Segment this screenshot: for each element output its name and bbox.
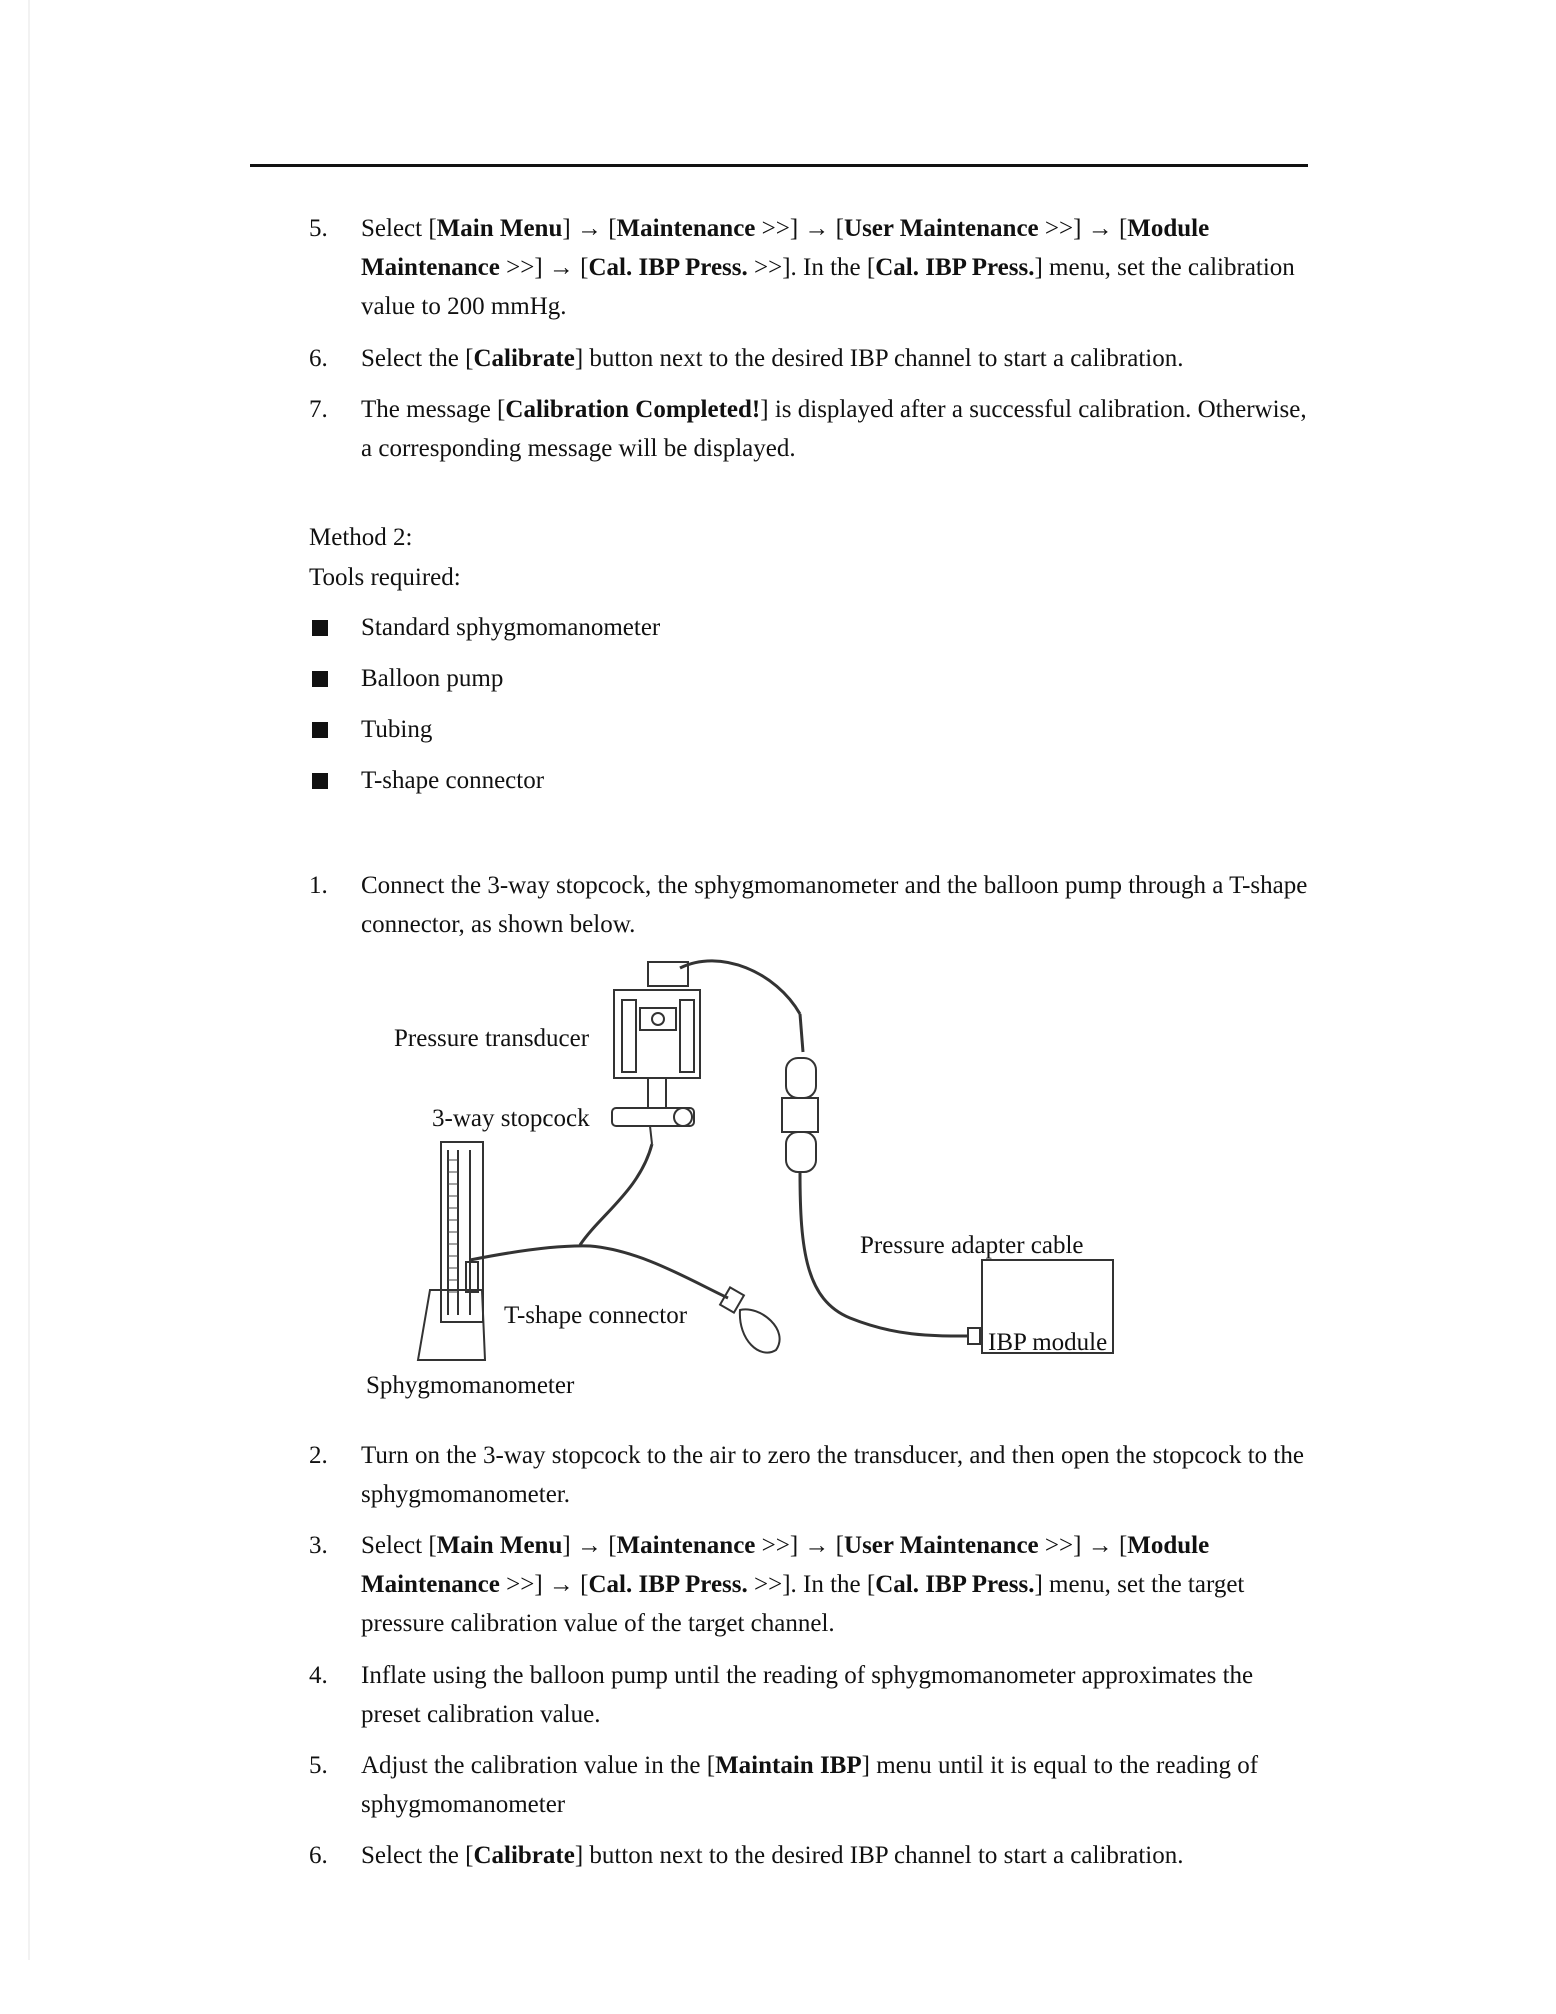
- bold-term: Module Maintenance: [361, 215, 1210, 281]
- bold-term: Cal. IBP Press.: [875, 1571, 1035, 1598]
- text-run: >>] → [: [499, 1571, 589, 1598]
- text-run: >>]. In the [: [747, 254, 876, 281]
- bold-term: Cal. IBP Press.: [588, 1571, 748, 1598]
- text-run: Connect the 3-way stopcock, the sphygmomanometer and the balloon pump through a T-shape connector, as shown below.: [361, 872, 1308, 938]
- bold-term: Cal. IBP Press.: [875, 254, 1035, 281]
- bold-term: Calibrate: [473, 345, 575, 372]
- step-text: [361, 1836, 1311, 1875]
- step-item: [309, 866, 1309, 946]
- method-label: Method 2:: [309, 524, 413, 551]
- text-run: >>] → [: [499, 254, 589, 281]
- step-item: [309, 390, 1309, 470]
- step-item: [309, 1836, 1309, 1876]
- step-item: [309, 1526, 1309, 1646]
- step-item: [309, 1746, 1309, 1826]
- bold-term: Cal. IBP Press.: [588, 254, 748, 281]
- step-item: [309, 1656, 1309, 1736]
- bold-term: Maintenance: [616, 1532, 756, 1559]
- text-run: ] button next to the desired IBP channel to start a calibration.: [574, 345, 1184, 372]
- step-text: [361, 390, 1311, 468]
- bullet-square-icon: [312, 671, 328, 687]
- label-ibp-module: IBP module: [988, 1329, 1108, 1356]
- pressure-transducer-icon: [614, 962, 700, 1108]
- tool-label: Standard sphygmomanometer: [361, 614, 661, 641]
- bold-term: Maintain IBP: [715, 1752, 862, 1779]
- step-item: [309, 209, 1309, 329]
- bold-term: Main Menu: [436, 215, 563, 242]
- step-text: [361, 209, 1311, 326]
- bold-term: User Maintenance: [844, 1532, 1039, 1559]
- step-number: 7.: [309, 396, 328, 423]
- tools-label: Tools required:: [309, 564, 461, 591]
- step-number: 6.: [309, 1842, 328, 1869]
- stopcock-icon: [612, 1108, 694, 1144]
- text-run: >>]. In the [: [747, 1571, 876, 1598]
- step-text: [361, 866, 1311, 944]
- text-run: ] is displayed after a successful calibration. Otherwise, a corresponding message will be displayed.: [361, 396, 1307, 462]
- step-number: 5.: [309, 1752, 328, 1779]
- step-text: [361, 1656, 1311, 1734]
- text-run: Turn on the 3-way stopcock to the air to zero the transducer, and then open the stopcock to the sphygmomanometer.: [361, 1442, 1304, 1508]
- tool-label: T-shape connector: [361, 767, 545, 794]
- text-run: Select the [: [361, 1842, 474, 1869]
- bold-term: Calibration Completed!: [505, 396, 761, 423]
- step-item: [309, 339, 1309, 379]
- text-run: ] → [: [562, 215, 617, 242]
- text-run: >>] → [: [755, 215, 845, 242]
- step-number: 6.: [309, 345, 328, 372]
- step-text: [361, 339, 1311, 378]
- label-pressure-adapter-cable: Pressure adapter cable: [860, 1232, 1084, 1259]
- text-run: ] button next to the desired IBP channel to start a calibration.: [574, 1842, 1184, 1869]
- text-run: >>] → [: [755, 1532, 845, 1559]
- step-number: 5.: [309, 215, 328, 242]
- label-pressure-transducer: Pressure transducer: [394, 1025, 590, 1052]
- header-rule: [250, 164, 1308, 167]
- bold-term: User Maintenance: [844, 215, 1039, 242]
- text-run: Adjust the calibration value in the [: [361, 1752, 716, 1779]
- label-sphygmomanometer: Sphygmomanometer: [366, 1372, 575, 1399]
- step-item: [309, 1436, 1309, 1516]
- bold-term: Main Menu: [436, 1532, 563, 1559]
- text-run: ] menu, set the calibration value to 200 mmHg.: [361, 254, 1295, 320]
- page-edge: [28, 0, 30, 1960]
- bullet-square-icon: [312, 620, 328, 636]
- text-run: Select [: [361, 215, 437, 242]
- step-text: [361, 1746, 1311, 1824]
- label-t-shape-connector: T-shape connector: [504, 1302, 688, 1329]
- text-run: ] menu until it is equal to the reading of sphygmomanometer: [361, 1752, 1259, 1818]
- tool-label: Balloon pump: [361, 665, 504, 692]
- step-number: 1.: [309, 872, 328, 899]
- text-run: Select [: [361, 1532, 437, 1559]
- step-text: [361, 1436, 1311, 1514]
- cable-connector-icon: [782, 1058, 818, 1172]
- text-run: ] menu, set the target pressure calibration value of the target channel.: [361, 1571, 1245, 1637]
- text-run: ] → [: [562, 1532, 617, 1559]
- text-run: Select the [: [361, 345, 474, 372]
- tool-label: Tubing: [361, 716, 433, 743]
- text-run: >>] → [: [1038, 215, 1128, 242]
- text-run: Inflate using the balloon pump until the reading of sphygmomanometer approximates the preset calibration value.: [361, 1662, 1254, 1728]
- step-number: 4.: [309, 1662, 328, 1689]
- step-number: 3.: [309, 1532, 328, 1559]
- bullet-square-icon: [312, 773, 328, 789]
- text-run: The message [: [361, 396, 506, 423]
- step-text: [361, 1526, 1311, 1643]
- bold-term: Calibrate: [473, 1842, 575, 1869]
- step-number: 2.: [309, 1442, 328, 1469]
- bold-term: Module Maintenance: [361, 1532, 1210, 1598]
- label-stopcock: 3-way stopcock: [432, 1105, 590, 1132]
- bullet-square-icon: [312, 722, 328, 738]
- balloon-pump-icon: [720, 1287, 780, 1352]
- bold-term: Maintenance: [616, 215, 756, 242]
- text-run: >>] → [: [1038, 1532, 1128, 1559]
- sphygmomanometer-icon: [418, 1142, 485, 1360]
